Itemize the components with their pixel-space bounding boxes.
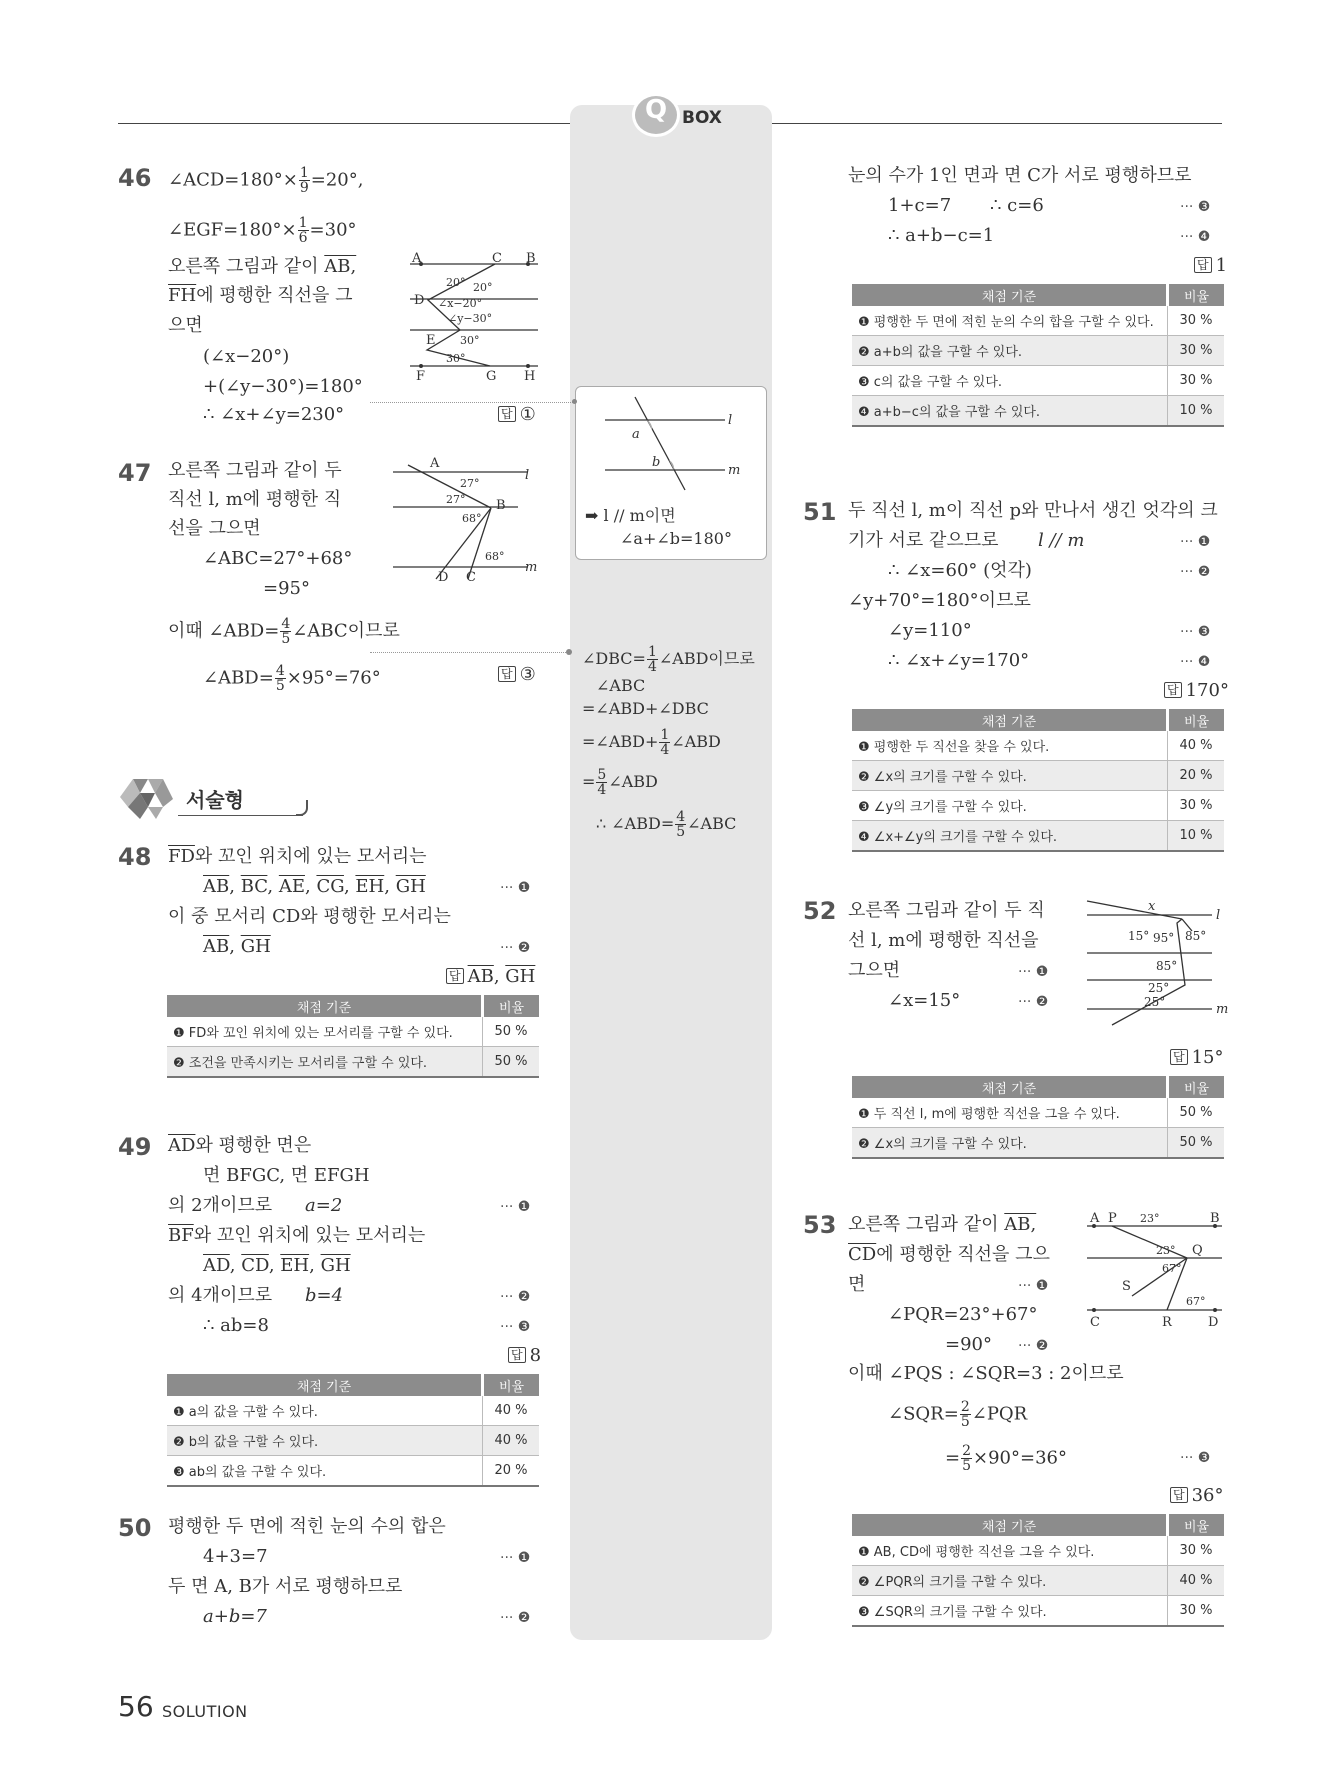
p53-line1: 오른쪽 그림과 같이 AB, — [848, 1214, 1037, 1235]
p49-line6b: b=4 — [305, 1285, 344, 1306]
p46-fig-30a: 30° — [460, 334, 480, 347]
p47-frac2: $\frac{4}{5}$ — [275, 663, 285, 694]
qbox-fig-l: l — [728, 413, 733, 428]
p53-line3: 면 — [848, 1274, 866, 1295]
p49-mark3: ··· ❸ — [500, 1319, 531, 1335]
p52-crit-2: ❷ ∠x의 크기를 구할 수 있다. — [852, 1128, 1168, 1159]
p49-crit-1: ❶ a의 값을 구할 수 있다. — [167, 1396, 483, 1426]
p53-fig-S: S — [1122, 1279, 1131, 1294]
p49-line5: $\overline{AD}$, $\overline{CD}$, $\overline{EH}$, $\overline{GH}$ — [203, 1255, 351, 1276]
problem-number-50: 50 — [118, 1514, 152, 1542]
p52-criteria-table: 채점 기준 비율 ❶ 두 직선 l, m에 평행한 직선을 그을 수 있다. 50 % ❷ ∠x의 크기를 구할 수 있다. 50 % — [852, 1076, 1224, 1159]
qbox-note-line5: = $\frac{5}{4}$ ∠ABD — [582, 767, 658, 798]
qbox-note-line1: ∠DBC= $\frac{1}{4}$ ∠ABD이므로 — [582, 644, 755, 675]
p51-line3: ∴ ∠x=60° (엇각) — [888, 560, 1032, 581]
p46-answer: 답 ① — [498, 404, 536, 425]
p46-fig-x20: ∠x−20° — [438, 297, 483, 310]
p47-fig-C: C — [466, 570, 476, 585]
p51-mark4: ··· ❹ — [1180, 654, 1211, 670]
p47-line5: =95° — [263, 578, 310, 599]
p46-frac2: $\frac{1}{6}$ — [298, 215, 308, 246]
p48-line1: $\overline{FD}$와 꼬인 위치에 있는 모서리는 — [168, 846, 427, 867]
p52-figure — [1082, 895, 1232, 1030]
p53-figure — [1082, 1210, 1232, 1330]
p47-answer: 답 ③ — [498, 664, 536, 685]
p48-mark2: ··· ❷ — [500, 940, 531, 956]
p47-fig-B: B — [496, 498, 506, 513]
p51-answer: 답 170° — [1164, 680, 1229, 701]
p49-mark2: ··· ❷ — [500, 1289, 531, 1305]
p52-fig-25a: 25° — [1148, 981, 1170, 995]
p47-leader-dot — [566, 649, 572, 655]
p51-line6: ∴ ∠x+∠y=170° — [888, 650, 1030, 671]
p46-fig-30b: 30° — [446, 352, 466, 365]
p53-fig-D: D — [1208, 1315, 1219, 1330]
p53-crit-1: ❶ AB, CD에 평행한 직선을 그을 수 있다. — [852, 1536, 1168, 1566]
qbox-fig-a: a — [632, 427, 640, 442]
p52-fig-25b: 25° — [1144, 995, 1166, 1009]
p53-fig-C: C — [1090, 1315, 1100, 1330]
qbox-rule-line2: ∠a+∠b=180° — [620, 529, 732, 548]
problem-number-47: 47 — [118, 459, 152, 487]
p53-answer: 답 36° — [1170, 1485, 1224, 1506]
p51-crit-2: ❷ ∠x의 크기를 구할 수 있다. — [852, 761, 1168, 791]
p50-mark3: ··· ❸ — [1180, 199, 1211, 215]
p47-line6: 이때 ∠ABD= $\frac{4}{5}$ ∠ABC이므로 — [168, 616, 400, 647]
p49-line6: 의 4개이므로 — [168, 1285, 273, 1306]
p48-answer: 답 $\overline{AB}$, $\overline{GH}$ — [446, 966, 535, 987]
p46-line6: (∠x−20°) — [203, 346, 290, 367]
p48-line2: $\overline{AB}$, $\overline{BC}$, $\overline{AE}$, $\overline{CG}$, $\overline{EH}$, $\overline{GH}$ — [203, 876, 426, 897]
p53-fig-R: R — [1162, 1315, 1172, 1330]
p53-mark2: ··· ❷ — [1018, 1338, 1049, 1354]
p46-line7: +(∠y−30°)=180° — [203, 376, 363, 397]
p51-criteria-table: 채점 기준 비율 ❶ 평행한 두 직선을 찾을 수 있다. 40 % ❷ ∠x의 크기를 구할 수 있다. 20 % ❸ ∠y의 크기를 구할 수 있다. 30 % ❹ ∠x+∠y의 크기를 구할 수 있다. 10 % — [852, 709, 1224, 852]
p46-qbox-leader — [370, 402, 575, 403]
p48-crit-2: ❷ 조건을 만족시키는 모서리를 구할 수 있다. — [167, 1047, 483, 1078]
p52-line2: 선 l, m에 평행한 직선을 — [848, 930, 1039, 951]
p47-fig-A: A — [430, 457, 440, 471]
p53-frac1: $\frac{2}{5}$ — [960, 1399, 970, 1430]
p46-fig-C: C — [492, 251, 502, 266]
p53-line4: ∠PQR=23°+67° — [888, 1304, 1038, 1325]
p50-crit-3: ❸ c의 값을 구할 수 있다. — [852, 366, 1168, 396]
p49-line3b: a=2 — [305, 1195, 343, 1216]
p46-fig-G: G — [486, 369, 497, 380]
p46-frac1: $\frac{1}{9}$ — [299, 165, 309, 196]
p47-line7: ∠ABD= $\frac{4}{5}$ ×95°=76° — [203, 663, 381, 694]
p53-line7: ∠SQR= $\frac{2}{5}$ ∠PQR — [888, 1399, 1028, 1430]
p49-mark1: ··· ❶ — [500, 1199, 531, 1215]
p52-fig-l: l — [1216, 908, 1221, 923]
p49-criteria-table: 채점 기준 비율 ❶ a의 값을 구할 수 있다. 40 % ❷ b의 값을 구할 수 있다. 40 % ❸ ab의 값을 구할 수 있다. 20 % — [167, 1374, 539, 1487]
p53-crit-3: ❸ ∠SQR의 크기를 구할 수 있다. — [852, 1596, 1168, 1627]
p50-crit-1: ❶ 평행한 두 면에 적힌 눈의 수의 합을 구할 수 있다. — [852, 306, 1168, 336]
p47-fig-68a: 68° — [462, 512, 482, 525]
p50-line2: 4+3=7 — [203, 1546, 268, 1567]
p47-fig-m: m — [525, 560, 538, 575]
p52-crit-1: ❶ 두 직선 l, m에 평행한 직선을 그을 수 있다. — [852, 1098, 1168, 1128]
p46-line4: $\overline{FH}$에 평행한 직선을 그 — [168, 285, 353, 306]
p51-line2b: l // m — [1038, 530, 1085, 551]
p53-fig-B: B — [1210, 1211, 1220, 1226]
p46-line1: ∠ACD=180°× $\frac{1}{9}$ =20°, — [168, 165, 364, 196]
qbox-note-line6: ∴ ∠ABD= $\frac{4}{5}$ ∠ABC — [596, 809, 737, 840]
p53-line8: = $\frac{2}{5}$ ×90°=36° — [945, 1443, 1067, 1474]
p46-line5: 으면 — [168, 315, 203, 336]
p52-fig-85b: 85° — [1156, 959, 1178, 973]
p46-fig-y30: ∠y−30° — [448, 312, 493, 325]
problem-number-53: 53 — [803, 1211, 837, 1239]
p51-mark3: ··· ❸ — [1180, 624, 1211, 640]
p52-line4: ∠x=15° — [888, 990, 961, 1011]
problem-number-51: 51 — [803, 498, 837, 526]
p47-fig-27b: 27° — [446, 493, 466, 506]
p52-answer: 답 15° — [1170, 1047, 1224, 1068]
p48-crit-1: ❶ FD와 꼬인 위치에 있는 모서리를 구할 수 있다. — [167, 1017, 483, 1047]
qbox-rule-line1: ➡ l // m이면 — [585, 506, 676, 525]
p53-crit-2: ❷ ∠PQR의 크기를 구할 수 있다. — [852, 1566, 1168, 1596]
p51-line1: 두 직선 l, m이 직선 p와 만나서 생긴 엇각의 크 — [848, 500, 1218, 521]
p46-fig-D: D — [414, 293, 425, 308]
p53-fig-P: P — [1108, 1211, 1117, 1226]
p49-answer: 답 8 — [508, 1345, 541, 1366]
p49-line3: 의 2개이므로 — [168, 1195, 273, 1216]
p51-line4: ∠y+70°=180°이므로 — [848, 590, 1031, 611]
section-icon — [118, 777, 178, 821]
p47-fig-68b: 68° — [485, 550, 505, 563]
p49-line4: $\overline{BF}$와 꼬인 위치에 있는 모서리는 — [168, 1225, 426, 1246]
section-underline — [178, 815, 303, 816]
p52-fig-85a: 85° — [1185, 929, 1207, 943]
p53-frac2: $\frac{2}{5}$ — [962, 1443, 972, 1474]
p46-figure — [400, 250, 550, 380]
p48-line3: 이 중 모서리 CD와 평행한 모서리는 — [168, 906, 451, 927]
p53-fig-23b: 23° — [1156, 1244, 1176, 1257]
qbox-fig-b: b — [652, 455, 661, 470]
qbox-figure — [590, 392, 755, 492]
p50-line3: 두 면 A, B가 서로 평행하므로 — [168, 1576, 403, 1597]
p52-fig-95: 95° — [1153, 931, 1175, 945]
p51-line5: ∠y=110° — [888, 620, 972, 641]
p46-line2: ∠EGF=180°× $\frac{1}{6}$ =30° — [168, 215, 357, 246]
p53-fig-A: A — [1090, 1211, 1100, 1226]
p50-line4: a+b=7 — [203, 1606, 267, 1627]
p46-fig-F: F — [416, 369, 426, 380]
section-hook — [296, 800, 308, 816]
p52-mark1: ··· ❶ — [1018, 964, 1049, 980]
qbox-leader-dot — [572, 399, 577, 404]
p50-criteria-table: 채점 기준 비율 ❶ 평행한 두 면에 적힌 눈의 수의 합을 구할 수 있다. 30 % ❷ a+b의 값을 구할 수 있다. 30 % ❸ c의 값을 구할 수 있다. 30 % ❹ a+b−c의 값을 구할 수 있다. 10 % — [852, 284, 1224, 427]
p53-criteria-table: 채점 기준 비율 ❶ AB, CD에 평행한 직선을 그을 수 있다. 30 % ❷ ∠PQR의 크기를 구할 수 있다. 40 % ❸ ∠SQR의 크기를 구할 수 있다. 30 % — [852, 1514, 1224, 1627]
p46-fig-20b: 20° — [473, 281, 493, 294]
qbox-letter: Q — [644, 95, 668, 125]
p46-fig-E: E — [426, 333, 436, 348]
p52-fig-x: x — [1148, 899, 1156, 914]
p50-line1: 평행한 두 면에 적힌 눈의 수의 합은 — [168, 1516, 446, 1537]
p48-criteria-table: 채점 기준 비율 ❶ FD와 꼬인 위치에 있는 모서리를 구할 수 있다. 50 % ❷ 조건을 만족시키는 모서리를 구할 수 있다. 50 % — [167, 995, 539, 1078]
p47-fig-27a: 27° — [460, 477, 480, 490]
qbox-note-line3: =∠ABD+∠DBC — [582, 699, 709, 718]
p47-line2: 직선 l, m에 평행한 직 — [168, 489, 342, 510]
p46-fig-A: A — [412, 251, 422, 266]
p49-line2: 면 BFGC, 면 EFGH — [203, 1165, 370, 1186]
p52-mark2: ··· ❷ — [1018, 994, 1049, 1010]
section-title: 서술형 — [186, 788, 244, 812]
p53-fig-23a: 23° — [1140, 1212, 1160, 1225]
page-number: 56 — [118, 1690, 154, 1723]
p47-line3: 선을 그으면 — [168, 518, 261, 539]
p52-line1: 오른쪽 그림과 같이 두 직 — [848, 900, 1045, 921]
p50-line6b: ∴ c=6 — [990, 195, 1044, 216]
p50-line7: ∴ a+b−c=1 — [888, 225, 995, 246]
qbox-label: BOX — [682, 108, 722, 128]
p47-fig-D: D — [438, 570, 449, 585]
p48-mark1: ··· ❶ — [500, 880, 531, 896]
p53-line5: =90° — [945, 1334, 992, 1355]
p53-fig-67b: 67° — [1186, 1295, 1206, 1308]
qbox-note-line2: ∠ABC — [596, 676, 646, 695]
p51-crit-3: ❸ ∠y의 크기를 구할 수 있다. — [852, 791, 1168, 821]
p51-line2: 기가 서로 같으므로 — [848, 530, 999, 551]
p47-line4: ∠ABC=27°+68° — [203, 548, 353, 569]
p49-line1: $\overline{AD}$와 평행한 면은 — [168, 1135, 312, 1156]
p53-line6: 이때 ∠PQS : ∠SQR=3 : 2이므로 — [848, 1363, 1124, 1384]
p47-figure — [388, 457, 553, 587]
p46-line8: ∴ ∠x+∠y=230° — [203, 404, 345, 425]
p47-fig-l: l — [525, 468, 530, 483]
p50-mark2: ··· ❷ — [500, 1610, 531, 1626]
p49-crit-2: ❷ b의 값을 구할 수 있다. — [167, 1426, 483, 1456]
p50-mark4: ··· ❹ — [1180, 229, 1211, 245]
p50-line5: 눈의 수가 1인 면과 면 C가 서로 평행하므로 — [848, 165, 1192, 186]
p51-mark1: ··· ❶ — [1180, 534, 1211, 550]
p50-answer: 답 1 — [1194, 255, 1227, 276]
p50-crit-2: ❷ a+b의 값을 구할 수 있다. — [852, 336, 1168, 366]
problem-number-52: 52 — [803, 897, 837, 925]
p47-line1: 오른쪽 그림과 같이 두 — [168, 460, 342, 481]
p53-mark1: ··· ❶ — [1018, 1278, 1049, 1294]
problem-number-48: 48 — [118, 843, 152, 871]
footer-brand: SOLUTION — [162, 1702, 248, 1721]
p46-fig-H: H — [524, 369, 536, 380]
p53-fig-Q: Q — [1192, 1243, 1203, 1258]
p52-fig-15: 15° — [1128, 929, 1150, 943]
problem-number-46: 46 — [118, 164, 152, 192]
p53-fig-67a: 67° — [1162, 1262, 1182, 1275]
qbox-fig-m: m — [728, 463, 741, 478]
qbox-panel — [570, 105, 772, 1640]
p52-line3: 그으면 — [848, 960, 901, 981]
p47-frac1: $\frac{4}{5}$ — [281, 616, 291, 647]
p46-fig-20a: 20° — [446, 276, 466, 289]
p46-line3: 오른쪽 그림과 같이 AB, — [168, 256, 357, 277]
p50-mark1: ··· ❶ — [500, 1550, 531, 1566]
p49-line7: ∴ ab=8 — [203, 1315, 269, 1336]
p50-crit-4: ❹ a+b−c의 값을 구할 수 있다. — [852, 396, 1168, 427]
p46-fig-B: B — [526, 251, 536, 266]
problem-number-49: 49 — [118, 1133, 152, 1161]
p51-mark2: ··· ❷ — [1180, 564, 1211, 580]
p51-crit-1: ❶ 평행한 두 직선을 찾을 수 있다. — [852, 731, 1168, 761]
p49-crit-3: ❸ ab의 값을 구할 수 있다. — [167, 1456, 483, 1487]
p53-line2: $\overline{CD}$에 평행한 직선을 그으 — [848, 1244, 1050, 1265]
p53-mark3: ··· ❸ — [1180, 1450, 1211, 1466]
p50-line6: 1+c=7 — [888, 195, 952, 216]
p52-fig-m: m — [1216, 1002, 1229, 1017]
qbox-note-line4: =∠ABD+ $\frac{1}{4}$ ∠ABD — [582, 727, 721, 758]
p47-qbox-leader — [370, 652, 568, 653]
p51-crit-4: ❹ ∠x+∠y의 크기를 구할 수 있다. — [852, 821, 1168, 852]
p48-line4: $\overline{AB}$, $\overline{GH}$ — [203, 936, 271, 957]
